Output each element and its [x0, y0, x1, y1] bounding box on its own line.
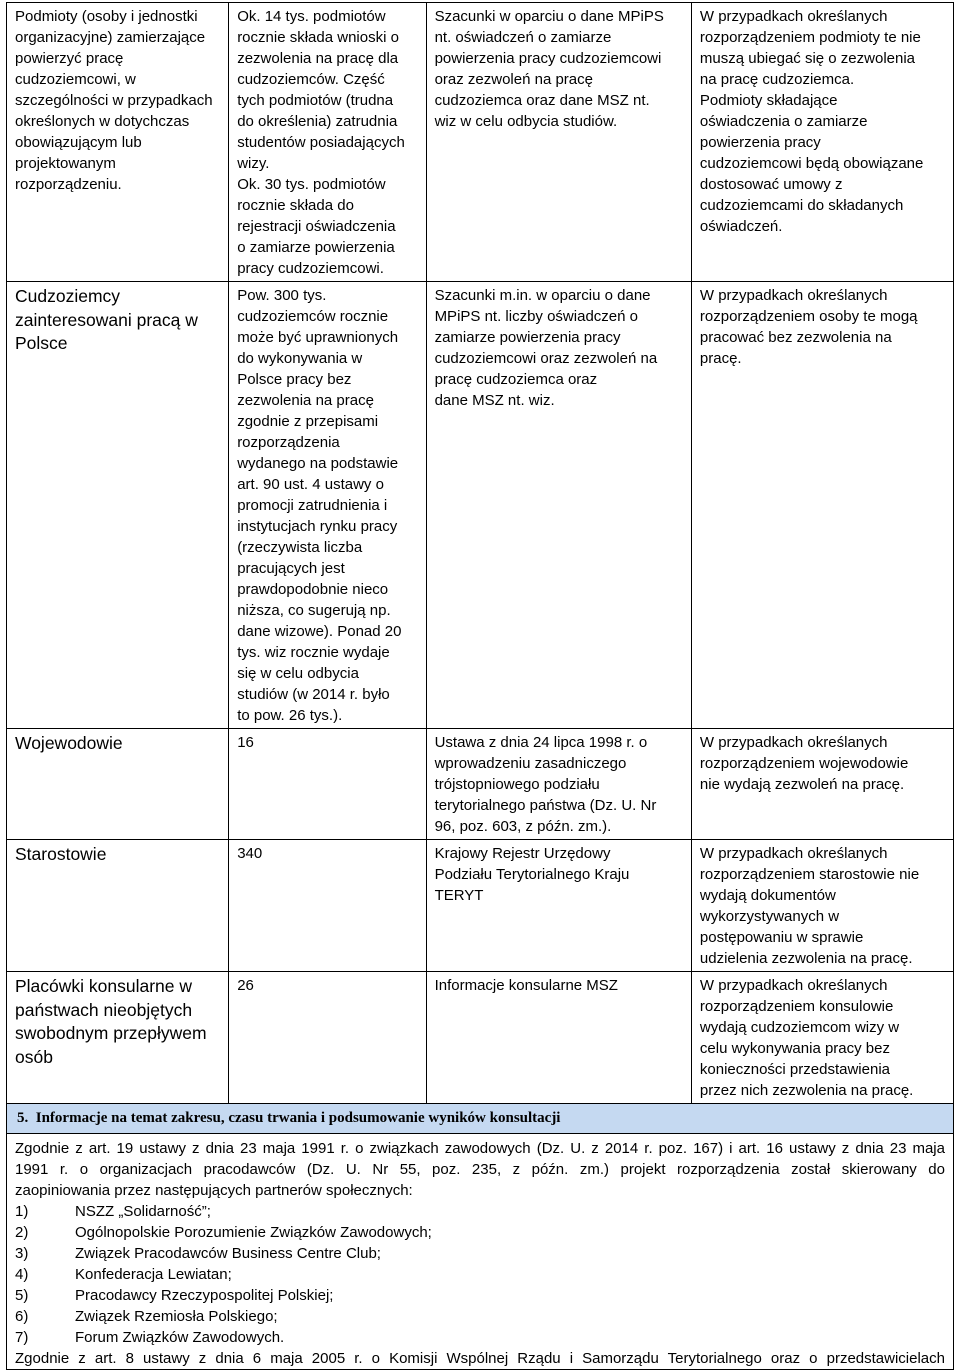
source-cell [426, 729, 691, 840]
partner-name: Pracodawcy Rzeczypospolitej Polskiej; [75, 1287, 334, 1304]
section-heading-row [7, 1104, 954, 1134]
source-text: Informacje konsularne MSZ [434, 977, 618, 994]
entity-cell [7, 3, 229, 282]
partner-name: Konfederacja Lewiatan; [75, 1266, 232, 1283]
scale-text: 26 [237, 977, 254, 994]
entity-cell [7, 972, 229, 1104]
impact-cell [691, 3, 953, 282]
list-number: 3) [15, 1245, 29, 1262]
list-item [15, 1306, 945, 1327]
source-cell [426, 282, 691, 729]
scale-text: 340 [237, 845, 263, 862]
partner-name: Związek Pracodawców Business Centre Club; [75, 1245, 381, 1262]
impact-cell [691, 729, 953, 840]
list-number: 6) [15, 1308, 29, 1325]
partner-name: Ogólnopolskie Porozumienie Związków Zawodowych; [75, 1224, 432, 1241]
impact-cell [691, 282, 953, 729]
impact-text: W przypadkach określanych rozporządzeniem konsulowie wydają cudzoziemcom wizy w celu wykonywania pracy bez konieczności przedstawienia przez nich zezwolenia na pracę. [699, 977, 914, 1099]
impact-table [6, 2, 954, 1370]
source-text: Ustawa z dnia 24 lipca 1998 r. o wprowadzeniu zasadniczego trójstopniowego podziału terytorialnego państwa (Dz. U. Nr 96, poz. 603, z późn. zm.). [434, 734, 657, 835]
entity-text: Starostowie [15, 844, 107, 864]
impact-text: W przypadkach określanych rozporządzeniem osoby te mogą pracować bez zezwolenia na pracę. [699, 287, 918, 367]
source-text: Szacunki m.in. w oparciu o dane MPiPS nt. liczby oświadczeń o zamiarze powierzenia pracy cudzoziemcowi oraz zezwoleń na pracę cudzoziemca oraz dane MSZ nt. wiz. [434, 287, 658, 409]
source-text: Krajowy Rejestr Urzędowy Podziału Terytorialnego Kraju TERYT [434, 845, 630, 904]
list-item [15, 1222, 945, 1243]
section-body-row [7, 1134, 954, 1370]
partner-name: Forum Związków Zawodowych. [75, 1329, 285, 1346]
table-row [7, 840, 954, 972]
impact-cell [691, 840, 953, 972]
impact-text: W przypadkach określanych rozporządzeniem wojewodowie nie wydają zezwoleń na pracę. [699, 734, 909, 793]
scale-text: Ok. 14 tys. podmiotów rocznie składa wnioski o zezwolenia na pracę dla cudzoziemców. Część tych podmiotów (trudna do określenia) zatrudnia studentów posiadających wizy. Ok. 30 tys. podmiotów rocznie składa do rejestracji oświadczenia o zamiarze powierzenia pracy cudzoziemcowi. [237, 8, 405, 277]
list-item [15, 1285, 945, 1306]
list-item [15, 1201, 945, 1222]
list-number: 7) [15, 1329, 29, 1346]
scale-cell [229, 282, 426, 729]
list-item [15, 1327, 945, 1348]
scale-text: 16 [237, 734, 254, 751]
entity-cell [7, 729, 229, 840]
source-text: Szacunki w oparciu o dane MPiPS nt. oświadczeń o zamiarze powierzenia pracy cudzoziemcowi oraz zezwoleń na pracę cudzoziemca oraz dane MSZ nt. wiz w celu odbycia studiów. [434, 8, 664, 130]
list-number: 1) [15, 1203, 29, 1220]
consultation-text [7, 1134, 954, 1370]
intro-line: zaopiniowania przez następujących partnerów społecznych: [15, 1182, 413, 1199]
entity-cell [7, 282, 229, 729]
scale-cell [229, 840, 426, 972]
entity-cell [7, 840, 229, 972]
source-cell [426, 972, 691, 1104]
scale-text: Pow. 300 tys. cudzoziemców rocznie może być uprawnionych do wykonywania w Polsce pracy bez zezwolenia na pracę zgodnie z przepisami rozporządzenia wydanego na podstawie art. 90 ust. 4 ustawy o promocji zatrudnienia i instytucjach rynku pracy (rzeczywista liczba pracujących jest prawdopodobnie nieco niższa, co sugerują np. dane wizowe). Ponad 20 tys. wiz rocznie wydaje się w celu odbycia studiów (w 2014 r. było to pow. 26 tys.). [237, 287, 402, 724]
partner-name: NSZZ „Solidarność”; [75, 1203, 211, 1220]
list-item [15, 1243, 945, 1264]
list-item [15, 1264, 945, 1285]
partners-list [15, 1201, 945, 1348]
table-row [7, 282, 954, 729]
entity-text: Placówki konsularne w państwach nieobjętych swobodnym przepływem osób [15, 976, 207, 1067]
scale-cell [229, 3, 426, 282]
source-cell [426, 840, 691, 972]
table-row [7, 729, 954, 840]
source-cell [426, 3, 691, 282]
list-number: 4) [15, 1266, 29, 1283]
list-number: 5) [15, 1287, 29, 1304]
table-row [7, 972, 954, 1104]
entity-text: Podmioty (osoby i jednostki organizacyjne) zamierzające powierzyć pracę cudzoziemcowi, w szczególności w przypadkach określonych w dotychczas obowiązującym lub projektowanym rozporządzeniu. [15, 8, 213, 193]
section-heading: 5. Informacje na temat zakresu, czasu trwania i podsumowanie wyników konsultacji [7, 1104, 954, 1134]
document-page [6, 2, 954, 1370]
entity-text: Cudzoziemcy zainteresowani pracą w Polsce [15, 286, 198, 353]
intro-line: Zgodnie z art. 19 ustawy z dnia 23 maja 1991 r. o związkach zawodowych (Dz. U. z 2014 r. poz. 167) i art. 16 ustawy z dnia 23 maja [15, 1140, 945, 1157]
partner-name: Związek Rzemiosła Polskiego; [75, 1308, 278, 1325]
list-number: 2) [15, 1224, 29, 1241]
impact-text: W przypadkach określanych rozporządzeniem podmioty te nie muszą ubiegać się o zezwolenia na pracę cudzoziemca. Podmioty składające oświadczenia o zamiarze powierzenia pracy cudzoziemcowi będą obowiązane dostosować umowy z cudzoziemcami do składanych oświadczeń. [699, 8, 924, 235]
scale-cell [229, 972, 426, 1104]
scale-cell [229, 729, 426, 840]
entity-text: Wojewodowie [15, 733, 123, 753]
impact-cell [691, 972, 953, 1104]
intro-line: 1991 r. o organizacjach pracodawców (Dz. U. Nr 55, poz. 235, z późn. zm.) projekt rozporządzenia został skierowany do [15, 1161, 945, 1178]
table-row [7, 3, 954, 282]
closing-line: Zgodnie z art. 8 ustawy z dnia 6 maja 2005 r. o Komisji Wspólnej Rządu i Samorządu Terytorialnego oraz o przedstawicielach [15, 1350, 945, 1367]
impact-text: W przypadkach określanych rozporządzeniem starostowie nie wydają dokumentów wykorzystywanych w postępowaniu w sprawie udzielenia zezwolenia na pracę. [699, 845, 920, 967]
